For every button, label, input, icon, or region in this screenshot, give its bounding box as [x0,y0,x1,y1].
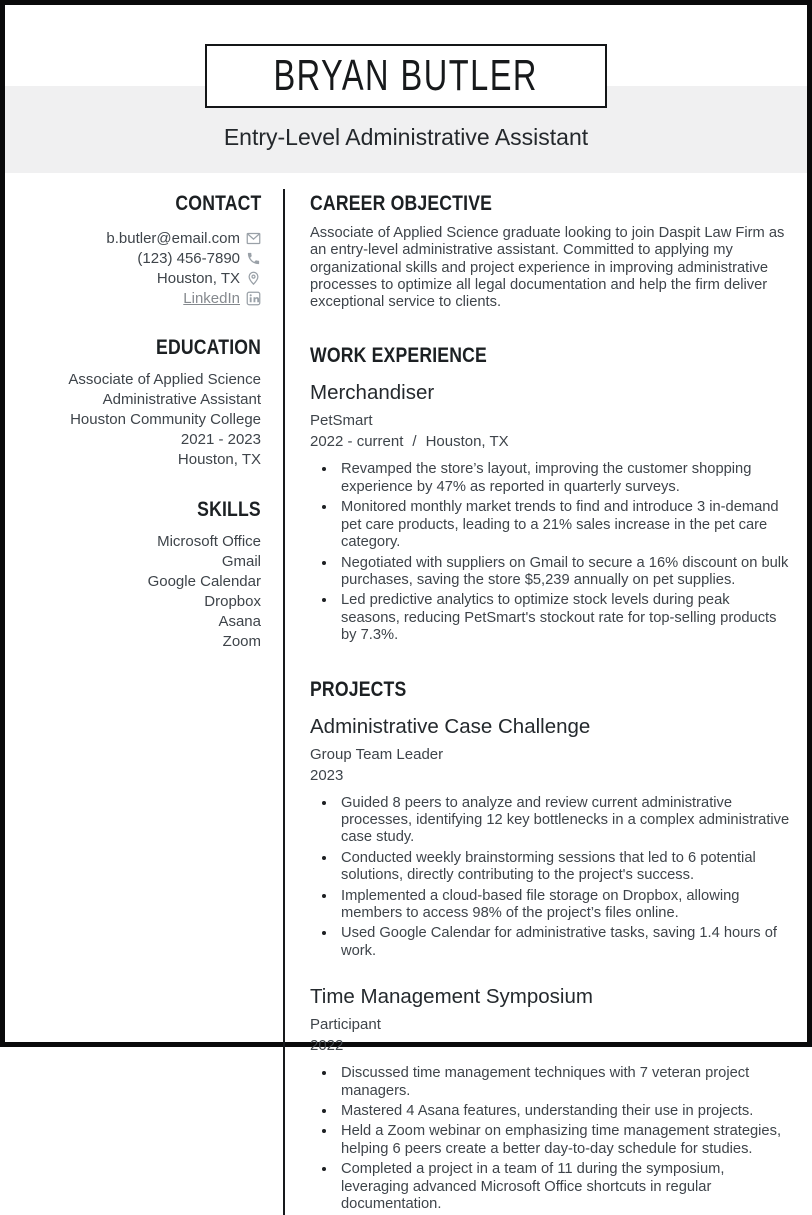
resume-header [5,5,807,173]
skills-section [15,498,261,652]
education-details [15,370,261,470]
bullet-item: • Conducted weekly brainstorming sessions that led to 6 potential solutions, directly contributing to the project's success. [337,849,791,885]
name-box [205,44,607,108]
location-icon [246,271,261,286]
main-column [283,189,807,1215]
bullet-item: • Held a Zoom webinar on emphasizing time management strategies, helping 6 peers create a better day-to-day schedule for studies. [337,1122,791,1158]
dates-location-separator: / [412,433,417,451]
education-location-line: Houston, TX [177,451,261,468]
bullet-item: • Discussed time management techniques with 7 veteran project managers. [337,1064,791,1100]
work-entry-dates-row [310,432,791,452]
project-entry-title: Administrative Case Challenge [310,714,591,738]
email-icon [246,231,261,246]
education-dates-line: 2021 - 2023 [180,431,261,448]
content-columns [5,189,807,1215]
project-entry-role: Group Team Leader [310,745,444,763]
contact-linkedin-row [15,288,261,308]
contact-location-label: Houston, TX [156,269,240,287]
contact-list [15,228,261,308]
skill-item: Gmail [221,553,261,570]
contact-section [15,192,261,308]
bullet-item: • Revamped the store’s layout, improving the customer shopping experience by 47% as reported in quarterly surveys. [337,460,791,496]
education-program-line: Administrative Assistant [102,391,261,408]
skill-item: Google Calendar [147,573,261,590]
candidate-name: BRYAN BUTLER [273,51,539,100]
work-experience-heading: WORK EXPERIENCE [310,344,487,368]
sidebar [5,189,283,1215]
bullet-item: • Guided 8 peers to analyze and review current administrative processes, identifying 12 key bottlenecks in a complex administrative case study. [337,794,791,847]
career-objective-heading: CAREER OBJECTIVE [310,192,493,215]
bullet-item: • Mastered 4 Asana features, understanding their use in projects. [337,1102,791,1120]
linkedin-link[interactable]: LinkedIn [183,289,240,307]
contact-email-label: b.butler@email.com [106,229,240,247]
work-entry-dates: 2022 - current [310,433,404,451]
bullet-item: • Implemented a cloud-based file storage on Dropbox, allowing members to access 98% of the project’s files online. [337,887,791,923]
contact-phone-label: (123) 456-7890 [137,249,240,267]
contact-phone-row [15,248,261,268]
skill-item: Microsoft Office [157,533,261,550]
project-entry-bullets [310,1064,791,1213]
bullet-item: • Completed a project in a team of 11 during the symposium, leveraging advanced Microsoft Office shortcuts in regular documentation. [337,1160,791,1213]
career-objective-text: Associate of Applied Science graduate looking to join Daspit Law Firm as an entry-level administrative assistant. Committed to applying my organizational skills and project experience in improving administrative processes to optimize all legal documentation and help the firm deliver exceptional service to clients. [310,225,785,311]
education-heading: EDUCATION [155,336,261,359]
bullet-item: • Used Google Calendar for administrative tasks, saving 1.4 hours of work. [337,924,791,960]
bullet-item: • Negotiated with suppliers on Gmail to secure a 16% discount on bulk purchases, saving the store $5,239 annually on pet supplies. [337,554,791,590]
linkedin-icon [246,291,261,306]
work-entry-title: Merchandiser [310,381,435,405]
skill-item: Zoom [222,633,261,650]
contact-heading: CONTACT [174,192,261,215]
contact-location-row [15,268,261,288]
project-entry-year: 2023 [310,766,344,784]
education-section [15,336,261,470]
project-entry-role: Participant [310,1016,381,1034]
skill-item: Asana [218,613,261,630]
skills-heading: SKILLS [197,498,261,521]
projects-section [310,678,791,1214]
bullet-item: • Led predictive analytics to optimize stock levels during peak seasons, reducing PetSmart's stockout rate for top-selling products by 7.3%. [337,591,791,644]
project-entry-bullets [310,794,791,961]
education-school-line: Houston Community College [70,411,261,428]
project-entry-title: Time Management Symposium [310,985,593,1009]
work-entry-bullets [310,460,791,644]
projects-heading: PROJECTS [310,677,407,701]
project-entry-year: 2022 [310,1037,344,1055]
project-entry [310,985,791,1213]
education-degree-line: Associate of Applied Science [68,371,261,388]
phone-icon [246,251,261,266]
skill-item: Dropbox [204,593,261,610]
work-entry-location: Houston, TX [425,433,509,451]
career-objective-section [310,192,791,311]
skills-list [15,532,261,652]
work-entry [310,381,791,644]
bullet-item: • Monitored monthly market trends to find and introduce 3 in-demand pet care products, leading to a 21% sales increase in the pet care category. [337,498,791,551]
job-title-subtitle: Entry-Level Administrative Assistant [223,124,589,150]
project-entry [310,715,791,961]
contact-email-row [15,228,261,248]
work-experience-section [310,344,791,644]
work-entry-organization: PetSmart [310,412,373,430]
